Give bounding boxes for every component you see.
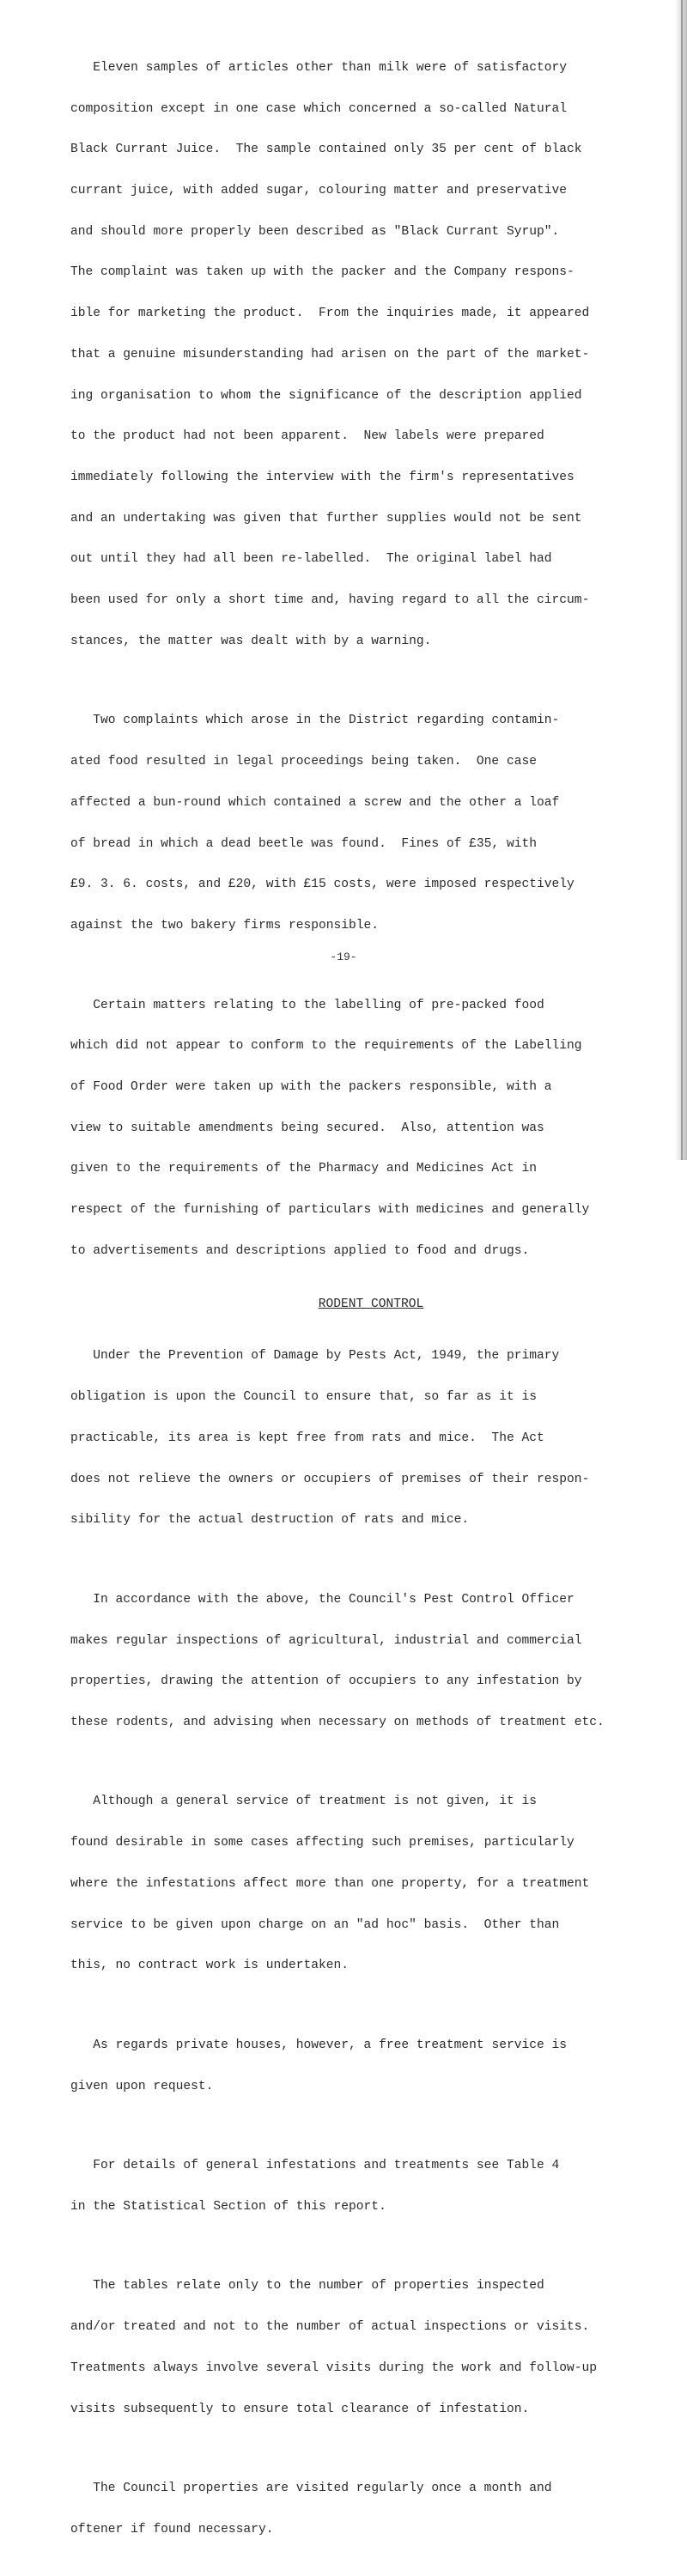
- text-line: oftener if found necessary.: [70, 2522, 274, 2537]
- text-line: £9. 3. 6. costs, and £20, with £15 costs, were imposed respectively: [70, 878, 575, 892]
- text-line: As regards private houses, however, a free treatment service is: [70, 2038, 568, 2052]
- text-line: Treatments always involve several visits during the work and follow-up: [70, 2360, 598, 2375]
- paragraph-pests-act: [70, 1323, 672, 1555]
- text-line: sibility for the actual destruction of rats and mice.: [70, 1513, 470, 1528]
- text-line: Certain matters relating to the labelling of pre-packed food: [70, 998, 544, 1012]
- text-line: to advertisements and descriptions applied to food and drugs.: [70, 1243, 530, 1258]
- text-line: The tables relate only to the number of properties inspected: [70, 2279, 544, 2293]
- top-section: [70, 34, 672, 1286]
- text-line: composition except in one case which concerned a so-called Natural: [70, 101, 568, 116]
- page-number: -19-: [330, 951, 357, 963]
- text-line: to the product had not been apparent. New labels were prepared: [70, 429, 544, 444]
- text-line: Two complaints which arose in the District regarding contamin-: [70, 714, 560, 728]
- text-line: Black Currant Juice. The sample contained only 35 per cent of black: [70, 143, 582, 157]
- paragraph-pest-control-officer: [70, 1566, 672, 1758]
- text-line: Although a general service of treatment is not given, it is: [70, 1795, 537, 1809]
- text-line: been used for only a short time and, having regard to all the circum-: [70, 593, 590, 608]
- paragraph-labelling: [70, 972, 672, 1286]
- text-line: The Council properties are visited regularly once a month and: [70, 2482, 552, 2496]
- text-line: affected a bun-round which contained a screw and the other a loaf: [70, 795, 560, 810]
- rodent-control-section: [70, 1323, 672, 2565]
- text-line: ing organisation to whom the significance of the description applied: [70, 388, 582, 403]
- paragraph-private-houses: [70, 2012, 672, 2121]
- document-body: [70, 34, 672, 2576]
- text-line: of bread in which a dead beetle was found. Fines of £35, with: [70, 836, 537, 851]
- text-line: visits subsequently to ensure total clearance of infestation.: [70, 2402, 530, 2416]
- text-line: these rodents, and advising when necessary on methods of treatment etc.: [70, 1715, 605, 1729]
- text-line: out until they had all been re-labelled. The original label had: [70, 552, 552, 567]
- paragraph-tables-relate: [70, 2253, 672, 2445]
- text-line: Under the Prevention of Damage by Pests Act, 1949, the primary: [70, 1349, 560, 1364]
- text-line: immediately following the interview with the firm's representatives: [70, 471, 575, 484]
- text-line: ible for marketing the product. From the inquiries made, it appeared: [70, 307, 590, 321]
- text-line: The complaint was taken up with the packer and the Company respons-: [70, 265, 575, 280]
- section-heading-rodent-control: RODENT CONTROL: [318, 1297, 424, 1311]
- text-line: given to the requirements of the Pharmacy and Medicines Act in: [70, 1162, 537, 1176]
- paragraph-table-reference: [70, 2132, 672, 2241]
- text-line: respect of the furnishing of particulars with medicines and generally: [70, 1203, 590, 1218]
- text-line: does not relieve the owners or occupiers of premises of their respon-: [70, 1472, 590, 1486]
- text-line: service to be given upon charge on an "ad hoc" basis. Other than: [70, 1917, 560, 1932]
- paragraph-council-properties: [70, 2455, 672, 2564]
- paragraph-general-service: [70, 1769, 672, 2001]
- text-line: ated food resulted in legal proceedings being taken. One case: [70, 755, 537, 769]
- text-line: and should more properly been described as "Black Currant Syrup".: [70, 224, 560, 239]
- text-line: found desirable in some cases affecting such premises, particularly: [70, 1836, 575, 1850]
- text-line: which did not appear to conform to the requirements of the Labelling: [70, 1039, 582, 1054]
- text-line: In accordance with the above, the Council's Pest Control Officer: [70, 1592, 575, 1607]
- paragraph-contaminated-food: [70, 688, 672, 961]
- page-edge-line: [681, 0, 683, 1160]
- text-line: Eleven samples of articles other than milk were of satisfactory: [70, 60, 568, 75]
- text-line: against the two bakery firms responsible.: [70, 919, 380, 933]
- text-line: obligation is upon the Council to ensure that, so far as it is: [70, 1390, 537, 1405]
- text-line: practicable, its area is kept free from rats and mice. The Act: [70, 1431, 544, 1445]
- text-line: this, no contract work is undertaken.: [70, 1959, 350, 1973]
- text-line: properties, drawing the attention of occupiers to any infestation by: [70, 1674, 582, 1689]
- text-line: in the Statistical Section of this report.: [70, 2199, 386, 2214]
- text-line: stances, the matter was dealt with by a warning.: [70, 634, 432, 648]
- text-line: currant juice, with added sugar, colouring matter and preservative: [70, 183, 568, 197]
- paragraph-natural-black-currant: [70, 34, 672, 677]
- text-line: and/or treated and not to the number of actual inspections or visits.: [70, 2320, 590, 2335]
- text-line: that a genuine misunderstanding had arisen on the part of the market-: [70, 347, 590, 361]
- text-line: makes regular inspections of agricultural, industrial and commercial: [70, 1633, 582, 1648]
- text-line: view to suitable amendments being secured. Also, attention was: [70, 1121, 544, 1135]
- text-line: For details of general infestations and treatments see Table 4: [70, 2159, 560, 2173]
- text-line: and an undertaking was given that further supplies would not be sent: [70, 511, 582, 526]
- text-line: of Food Order were taken up with the packers responsible, with a: [70, 1079, 552, 1094]
- text-line: where the infestations affect more than one property, for a treatment: [70, 1876, 590, 1891]
- text-line: given upon request.: [70, 2079, 214, 2093]
